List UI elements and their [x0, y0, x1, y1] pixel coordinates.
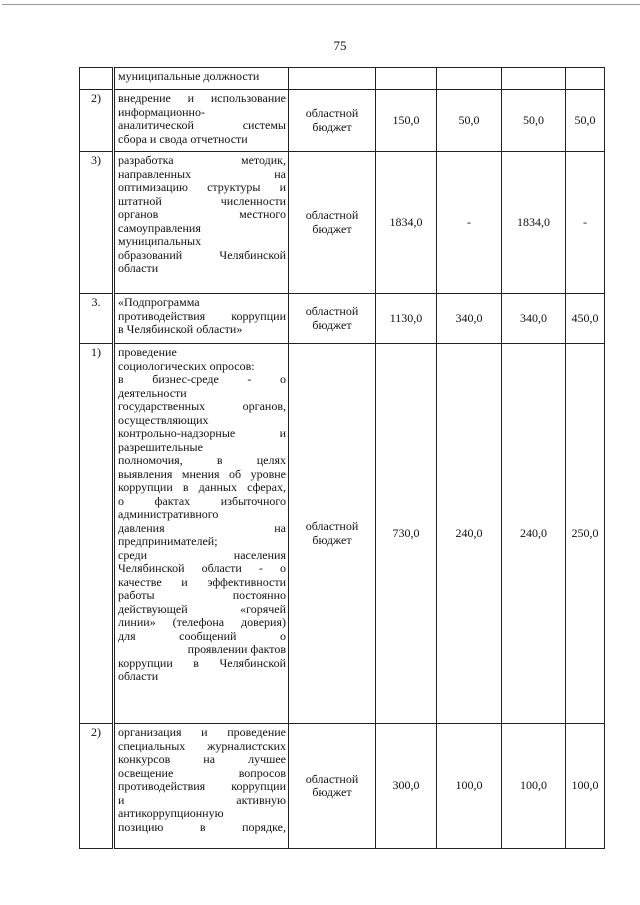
description-line: коррупции в данных сферах, [118, 480, 286, 494]
row-number: 2) [80, 90, 114, 152]
description-line: о фактах избыточного [118, 493, 286, 508]
description-line: деятельности [118, 385, 187, 400]
amount-year-1 [437, 68, 502, 90]
amount-year-1: 100,0 [437, 724, 502, 849]
row-number: 1) [80, 344, 114, 724]
amount-year-2: 50,0 [502, 90, 566, 152]
amount-year-3: 100,0 [566, 724, 605, 849]
description-line: проявлении фактов [187, 642, 286, 656]
description-line: и активную [118, 792, 286, 807]
description-line: позицию в порядке, [118, 819, 286, 834]
row-description [114, 90, 289, 152]
description-line: предпринимателей; [118, 534, 218, 548]
row-number: 3. [80, 294, 114, 344]
amount-total: 730,0 [376, 344, 437, 724]
description-line: организация и проведение [118, 725, 286, 739]
amount-year-1: 50,0 [437, 90, 502, 152]
description-line: «Подпрограмма [118, 295, 200, 309]
amount-total: 150,0 [376, 90, 437, 152]
row-description [114, 294, 289, 344]
description-line: освещение вопросов [118, 765, 286, 780]
description-line: разработка методик, [118, 153, 286, 167]
description-line: социологических опросов: [118, 358, 255, 373]
row-number [80, 68, 114, 90]
description-line: штатной численности [118, 193, 286, 208]
description-line: антикоррупционную [118, 806, 224, 820]
description-line: оптимизацию структуры и [118, 180, 286, 194]
amount-total: 1130,0 [376, 294, 437, 344]
amount-total [376, 68, 437, 90]
funding-source: областной бюджет [289, 344, 376, 724]
amount-year-2: 240,0 [502, 344, 566, 724]
row-description [114, 68, 289, 90]
description-line: действующей «горячей [118, 601, 286, 616]
description-line: государственных органов, [118, 399, 286, 413]
description-line: направленных на [118, 166, 286, 181]
description-line: разрешительные [118, 439, 203, 454]
amount-year-2: 100,0 [502, 724, 566, 849]
amount-year-2 [502, 68, 566, 90]
description-line: противодействия коррупции [118, 779, 286, 793]
description-line: самоуправления [118, 220, 201, 235]
description-line: для сообщений о [118, 628, 286, 643]
description-line: Челябинской области - о [118, 561, 286, 575]
table-row [80, 294, 605, 344]
description-line: аналитической системы [118, 118, 286, 132]
amount-year-3: 250,0 [566, 344, 605, 724]
description-line: линии» (телефона доверия) [118, 615, 286, 629]
funding-source: областной бюджет [289, 152, 376, 294]
amount-year-1: 340,0 [437, 294, 502, 344]
description-line: выявления мнения об уровне [118, 466, 286, 481]
funding-source: областной бюджет [289, 724, 376, 849]
row-description [114, 724, 289, 849]
description-line: контрольно-надзорные и [118, 426, 286, 440]
row-number: 3) [80, 152, 114, 294]
description-line: коррупции в Челябинской [118, 655, 286, 670]
table-row [80, 344, 605, 724]
amount-year-2: 340,0 [502, 294, 566, 344]
budget-table [79, 67, 605, 849]
funding-source: областной бюджет [289, 294, 376, 344]
amount-total: 1834,0 [376, 152, 437, 294]
amount-year-1: - [437, 152, 502, 294]
description-line: специальных журналистских [118, 738, 286, 753]
description-line: области [118, 669, 159, 683]
amount-year-3: - [566, 152, 605, 294]
description-line: проведение [118, 345, 177, 359]
amount-year-1: 240,0 [437, 344, 502, 724]
description-line: давления на [118, 520, 286, 535]
amount-year-3: 50,0 [566, 90, 605, 152]
funding-source [289, 68, 376, 90]
description-line: противодействия коррупции [118, 308, 286, 323]
description-line: образований Челябинской [118, 247, 286, 262]
amount-year-3 [566, 68, 605, 90]
description-line: в бизнес-среде - о [118, 372, 286, 386]
amount-year-3: 450,0 [566, 294, 605, 344]
description-line: полномочия, в целях [118, 453, 286, 467]
row-number: 2) [80, 724, 114, 849]
description-line: в Челябинской области» [118, 322, 243, 336]
description-line: муниципальных [118, 234, 202, 248]
description-line: конкурсов на лучшее [118, 752, 286, 766]
description-line: области [118, 261, 159, 275]
row-description [114, 344, 289, 724]
page-number: 75 [333, 38, 347, 53]
description-line: работы постоянно [118, 588, 286, 602]
description-line: административного [118, 507, 219, 521]
table-row [80, 152, 605, 294]
description-line: сбора и свода отчетности [118, 131, 248, 146]
table-row [80, 68, 605, 90]
amount-total: 300,0 [376, 724, 437, 849]
amount-year-2: 1834,0 [502, 152, 566, 294]
description-line: муниципальные должности [118, 69, 260, 83]
description-line: осуществляющих [118, 412, 209, 427]
table-row [80, 724, 605, 849]
row-description [114, 152, 289, 294]
description-line: внедрение и использование [118, 91, 286, 105]
description-line: органов местного [118, 207, 286, 221]
description-line: качестве и эффективности [118, 574, 286, 589]
funding-source: областной бюджет [289, 90, 376, 152]
table-row [80, 90, 605, 152]
description-line: информационно- [118, 104, 205, 119]
description-line: среди населения [118, 547, 286, 562]
top-rule [2, 4, 640, 5]
